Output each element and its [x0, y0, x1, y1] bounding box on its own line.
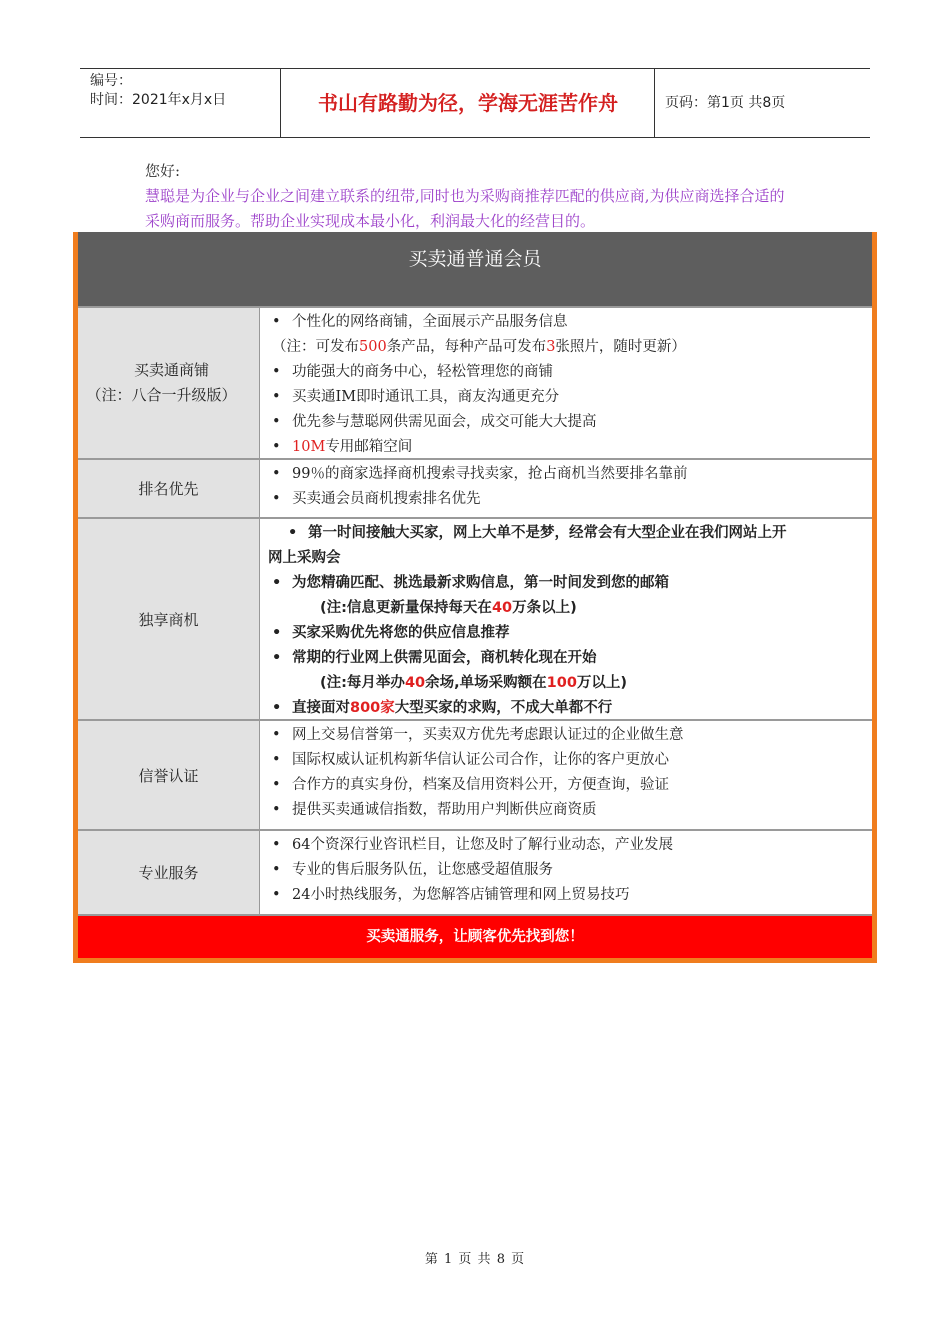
intro-paragraph: 慧聪是为企业与企业之间建立联系的纽带,同时也为采购商推荐匹配的供应商,为供应商选择合适的采购商而服务。帮助企业实现成本最小化，利润最大化的经营目的。	[145, 187, 785, 230]
bullet-icon: •	[272, 650, 282, 666]
row-content	[260, 721, 872, 823]
item-text: 99％的商家选择商机搜索寻找卖家，抢占商机当然要排名靠前	[292, 466, 688, 482]
item-text: 条产品，每种产品可发布	[386, 339, 547, 355]
table-row-exclusive	[78, 517, 872, 719]
item-text: 余场,单场采购额在	[425, 675, 547, 691]
item-text: 64个资深行业咨讯栏目，让您及时了解行业动态，产业发展	[292, 837, 673, 853]
row-label: 独享商机	[78, 519, 260, 719]
list-item	[272, 435, 864, 460]
row-content	[260, 831, 872, 908]
item-text: 合作方的真实身份，档案及信用资料公开，方便查询，验证	[292, 777, 669, 793]
item-text: 万条以上)	[512, 600, 577, 616]
list-item	[272, 748, 864, 773]
row-content	[260, 460, 872, 512]
row-label-note: （注：八合一升级版）	[86, 386, 237, 404]
bullet-icon: •	[272, 491, 281, 507]
list-item	[272, 310, 864, 335]
greeting: 您好:	[145, 162, 181, 180]
table-row-service	[78, 829, 872, 914]
item-text: 买家采购优先将您的供应信息推荐	[292, 625, 510, 641]
row-label: 专业服务	[78, 831, 260, 914]
header-meta	[80, 69, 281, 137]
bullet-icon: •	[272, 837, 281, 853]
item-text: 专业的售后服务队伍，让您感受超值服务	[292, 862, 553, 878]
item-text: 网上交易信誉第一，买卖双方优先考虑跟认证过的企业做生意	[292, 727, 684, 743]
list-item-note	[268, 671, 864, 696]
bullet-icon: •	[272, 466, 281, 482]
doc-code-label: 编号：	[90, 73, 132, 89]
bullet-icon: •	[272, 439, 281, 455]
header-motto: 书山有路勤为径，学海无涯苦作舟	[282, 69, 655, 137]
bullet-icon: •	[272, 389, 281, 405]
header-page-code: 页码：第1页 共8页	[665, 95, 786, 111]
bullet-icon: •	[272, 802, 281, 818]
item-number: 40	[491, 600, 513, 616]
item-text: 张照片，随时更新）	[555, 339, 686, 355]
bullet-icon: •	[272, 364, 281, 380]
table-row-credit	[78, 719, 872, 829]
item-text: 专用邮箱空间	[325, 439, 413, 455]
row-content	[260, 519, 872, 721]
item-text: 常期的行业网上供需见面会，商机转化现在开始	[292, 650, 597, 666]
bullet-icon: •	[288, 525, 298, 541]
membership-table	[78, 232, 872, 958]
table-row-shop	[78, 306, 872, 458]
item-number: 40	[404, 675, 426, 691]
item-text: 功能强大的商务中心，轻松管理您的商铺	[292, 364, 553, 380]
item-text: 第一时间接触大买家，网上大单不是梦，经常会有大型企业在我们网站上开	[308, 525, 787, 541]
page-header	[80, 68, 870, 138]
bullet-icon: •	[272, 700, 282, 716]
bullet-icon: •	[272, 414, 281, 430]
list-item	[272, 360, 864, 385]
item-text: 为您精确匹配、挑选最新求购信息，第一时间发到您的邮箱	[292, 575, 669, 591]
item-text: 买卖通IM即时通讯工具，商友沟通更充分	[292, 389, 560, 405]
list-item	[272, 833, 864, 858]
item-text: 买卖通会员商机搜索排名优先	[292, 491, 481, 507]
list-item	[272, 883, 864, 908]
list-item-note	[272, 335, 864, 360]
item-number: 10M	[292, 439, 326, 455]
membership-table-frame	[73, 232, 877, 963]
table-row-ranking	[78, 458, 872, 517]
bullet-icon: •	[272, 625, 282, 641]
bullet-icon: •	[272, 777, 281, 793]
list-item	[272, 858, 864, 883]
list-item	[272, 462, 864, 487]
list-item-cont: 网上采购会	[268, 550, 341, 566]
item-number: 100	[546, 675, 577, 691]
list-item	[272, 385, 864, 410]
list-item	[268, 571, 864, 596]
slogan-bar: 买卖通服务，让顾客优先找到您！	[78, 914, 872, 958]
bullet-icon: •	[272, 862, 281, 878]
item-text: (注:每月举办	[320, 675, 405, 691]
page-number: 第 1 页 共 8 页	[424, 1252, 526, 1267]
list-item	[272, 487, 864, 512]
list-item	[268, 621, 864, 646]
item-text: 国际权威认证机构新华信认证公司合作，让你的客户更放心	[292, 752, 669, 768]
item-text: 万以上)	[576, 675, 628, 691]
item-text: 提供买卖通诚信指数，帮助用户判断供应商资质	[292, 802, 597, 818]
row-label-text: 买卖通商铺	[133, 361, 209, 379]
row-content	[260, 308, 872, 460]
list-item	[272, 798, 864, 823]
bullet-icon: •	[272, 752, 281, 768]
bullet-icon: •	[272, 887, 281, 903]
table-title: 买卖通普通会员	[78, 232, 872, 306]
item-number: 500	[359, 339, 387, 355]
doc-date: 时间：2021年x月x日	[90, 92, 227, 108]
item-text: 24小时热线服务，为您解答店铺管理和网上贸易技巧	[292, 887, 630, 903]
bullet-icon: •	[272, 314, 281, 330]
list-item	[272, 723, 864, 748]
list-item	[268, 696, 864, 721]
item-text: （注：可发布	[272, 339, 359, 355]
list-item	[272, 773, 864, 798]
row-label: 信誉认证	[78, 721, 260, 829]
bullet-icon: •	[272, 727, 281, 743]
bullet-icon: •	[272, 575, 282, 591]
row-label	[78, 308, 260, 458]
list-item-note	[268, 596, 864, 621]
item-text: 直接面对	[292, 700, 350, 716]
item-number: 800家	[350, 700, 395, 716]
item-text: 优先参与慧聪网供需见面会，成交可能大大提高	[292, 414, 597, 430]
item-number: 3	[546, 339, 556, 355]
list-item	[272, 410, 864, 435]
item-text: 大型买家的求购，不成大单都不行	[394, 700, 613, 716]
list-item	[268, 521, 864, 546]
list-item	[268, 646, 864, 671]
item-text: (注:信息更新量保持每天在	[320, 600, 492, 616]
item-text: 个性化的网络商铺，全面展示产品服务信息	[292, 314, 568, 330]
row-label: 排名优先	[78, 460, 260, 517]
